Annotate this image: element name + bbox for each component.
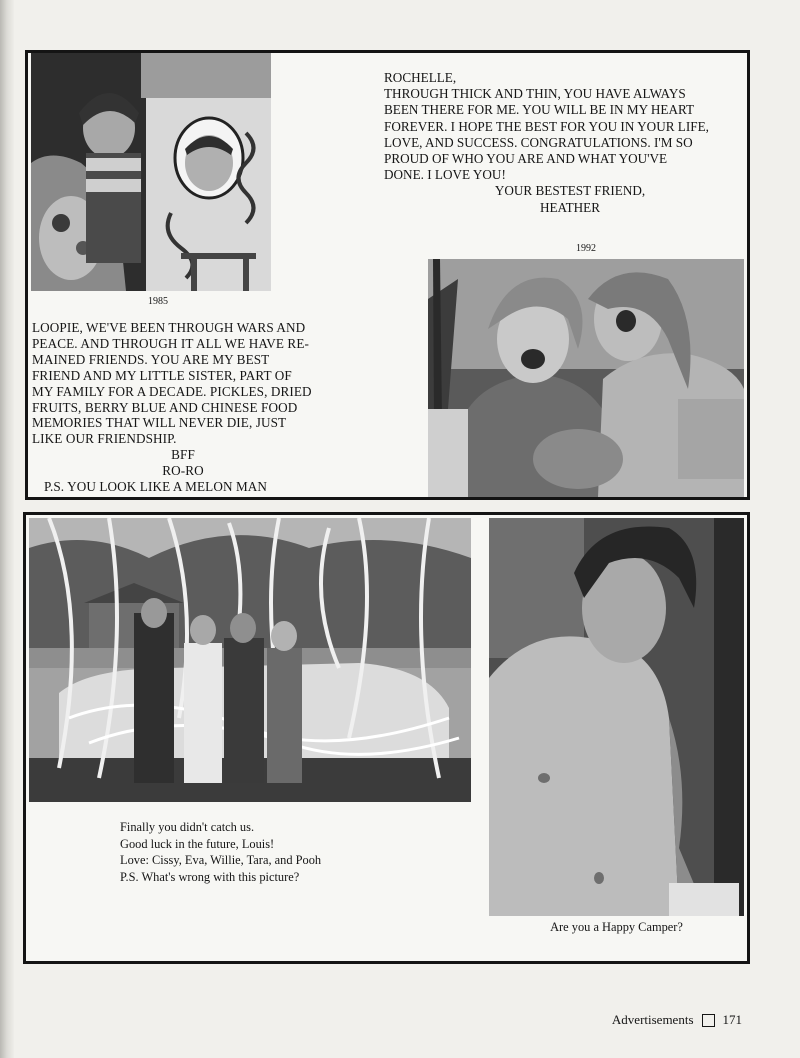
letter-to-rochelle xyxy=(384,70,736,216)
year-1985-caption: 1985 xyxy=(148,296,168,307)
letter-line: FRUITS, BERRY BLUE AND CHINESE FOOD xyxy=(32,399,298,415)
letter-line: FOREVER. I HOPE THE BEST FOR YOU IN YOUR LIFE, xyxy=(384,118,709,134)
letter-line: DONE. I LOVE YOU! xyxy=(384,167,506,183)
letter-to-loopie xyxy=(32,320,334,495)
letter-signature: RO-RO xyxy=(162,463,204,479)
letter-line: ROCHELLE, xyxy=(384,70,457,85)
letter-line: MY FAMILY FOR A DECADE. PICKLES, DRIED xyxy=(32,383,312,399)
letter-line: MAINED FRIENDS. YOU ARE MY BEST xyxy=(32,351,270,367)
note-line: P.S. What's wrong with this picture? xyxy=(120,869,300,884)
letter-postscript: P.S. YOU LOOK LIKE A MELON MAN xyxy=(44,479,268,495)
photo-1985-childhood xyxy=(31,53,271,291)
page-footer xyxy=(612,1012,742,1028)
letter-line: LOOPIE, WE'VE BEEN THROUGH WARS AND xyxy=(32,320,306,335)
photo-happy-camper xyxy=(489,518,744,916)
bottom-ad-box xyxy=(23,512,750,964)
letter-line: LOVE, AND SUCCESS. CONGRATULATIONS. I'M SO xyxy=(384,134,693,150)
letter-signature: HEATHER xyxy=(539,199,601,215)
page-number: 171 xyxy=(722,1012,742,1027)
footer-section-label: Advertisements xyxy=(611,1012,694,1027)
top-ad-box xyxy=(25,50,750,500)
letter-line: THROUGH THICK AND THIN, YOU HAVE ALWAYS xyxy=(384,86,686,102)
photo-toilet-papered-car xyxy=(29,518,471,802)
note-line: Finally you didn't catch us. xyxy=(120,820,255,834)
letter-line: PROUD OF WHO YOU ARE AND WHAT YOU'VE xyxy=(384,151,668,167)
letter-line: MEMORIES THAT WILL NEVER DIE, JUST xyxy=(32,415,287,431)
camper-caption: Are you a Happy Camper? xyxy=(550,920,683,934)
note-line: Love: Cissy, Eva, Willie, Tara, and Pooh xyxy=(120,853,322,867)
year-1992-caption: 1992 xyxy=(576,243,596,254)
letter-line: PEACE. AND THROUGH IT ALL WE HAVE RE- xyxy=(32,335,309,351)
square-bullet-icon xyxy=(702,1014,715,1027)
letter-line: LIKE OUR FRIENDSHIP. xyxy=(32,431,177,447)
page-binding-shadow xyxy=(0,0,14,1058)
note-line: Good luck in the future, Louis! xyxy=(120,836,275,851)
photo-1992-friends xyxy=(428,259,744,497)
letter-signoff: BFF xyxy=(171,447,195,463)
louis-note xyxy=(120,819,440,885)
letter-signoff: YOUR BESTEST FRIEND, xyxy=(494,183,646,199)
letter-line: FRIEND AND MY LITTLE SISTER, PART OF xyxy=(32,367,292,383)
letter-line: BEEN THERE FOR ME. YOU WILL BE IN MY HEART xyxy=(384,102,695,118)
